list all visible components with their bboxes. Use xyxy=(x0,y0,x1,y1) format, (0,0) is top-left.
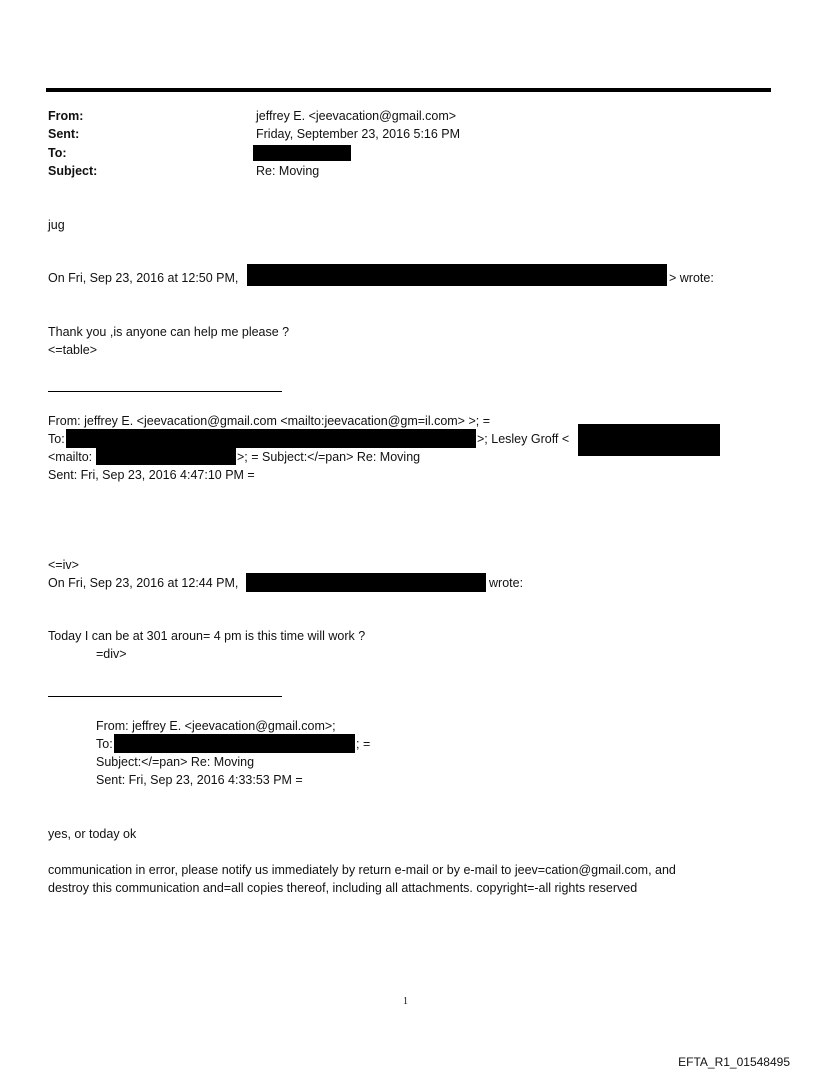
fwd1-mailto-suffix: >; = Subject:</=pan> Re: Moving xyxy=(237,450,421,464)
header-top-rule xyxy=(46,88,771,92)
quote2-suffix: wrote: xyxy=(489,576,524,590)
reply-text: jug xyxy=(48,218,65,232)
from-label: From: xyxy=(48,109,84,123)
from-value: jeffrey E. <jeevacation@gmail.com> xyxy=(256,109,457,123)
redaction-to xyxy=(253,145,351,161)
sent-value: Friday, September 23, 2016 5:16 PM xyxy=(256,127,461,141)
iv-tag-line: <=iv> xyxy=(48,558,79,572)
page-number: 1 xyxy=(403,996,408,1007)
table-tag-line: <=table> xyxy=(48,343,98,357)
quote1-suffix: > wrote: xyxy=(669,271,714,285)
disclaimer-line-2: destroy this communication and=all copies thereof, including all attachments. copyright=-all rights reserved xyxy=(48,881,638,895)
fwd1-sent-line: Sent: Fri, Sep 23, 2016 4:47:10 PM = xyxy=(48,468,255,482)
redaction-quote2-sender xyxy=(246,573,486,592)
redaction-fwd2-to xyxy=(114,734,355,753)
fwd1-to-prefix: To: xyxy=(48,432,65,446)
fwd2-subject-line: Subject:</=pan> Re: Moving xyxy=(96,755,255,769)
thanks-line: Thank you ,is anyone can help me please ? xyxy=(48,325,290,339)
quote1-prefix: On Fri, Sep 23, 2016 at 12:50 PM, xyxy=(48,271,239,285)
disclaimer-line-1: communication in error, please notify us immediately by return e-mail or by e-mail to jeev=cation@gmail.com, and xyxy=(48,863,676,877)
fwd2-to-prefix: To: xyxy=(96,737,113,751)
redaction-fwd1-mailto xyxy=(96,448,236,465)
today-line: Today I can be at 301 aroun= 4 pm is this time will work ? xyxy=(48,629,366,643)
redaction-quote1-sender xyxy=(247,264,667,286)
fwd1-to-suffix: >; Lesley Groff < xyxy=(477,432,570,446)
document-id: EFTA_R1_01548495 xyxy=(678,1055,790,1069)
separator-2 xyxy=(48,696,282,697)
sent-label: Sent: xyxy=(48,127,80,141)
fwd2-from-line: From: jeffrey E. <jeevacation@gmail.com>; xyxy=(96,719,336,733)
subject-label: Subject: xyxy=(48,164,98,178)
to-label: To: xyxy=(48,146,67,160)
redaction-fwd1-to xyxy=(66,429,476,448)
fwd1-from-line: From: jeffrey E. <jeevacation@gmail.com <mailto:jeevacation@gm=il.com> >; = xyxy=(48,414,491,428)
yes-line: yes, or today ok xyxy=(48,827,137,841)
subject-value: Re: Moving xyxy=(256,164,320,178)
quote2-prefix: On Fri, Sep 23, 2016 at 12:44 PM, xyxy=(48,576,239,590)
div-tag-line: =div> xyxy=(96,647,127,661)
separator-1 xyxy=(48,391,282,392)
fwd2-to-suffix: ; = xyxy=(356,737,371,751)
fwd2-sent-line: Sent: Fri, Sep 23, 2016 4:33:53 PM = xyxy=(96,773,303,787)
fwd1-mailto-prefix: <mailto: xyxy=(48,450,93,464)
redaction-groff-email xyxy=(578,424,720,456)
